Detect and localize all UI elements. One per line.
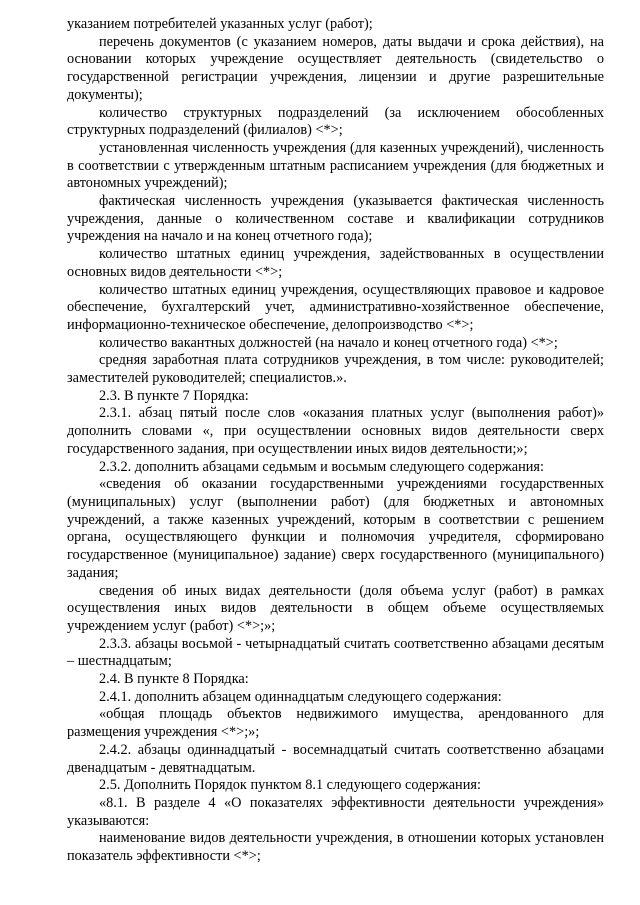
paragraph-vacancies: количество вакантных должностей (на начало и конец отчетного года) <*>; [99, 334, 558, 351]
document-page [67, 16, 604, 866]
paragraph-staff-support: количество штатных единиц учреждения, осуществляющих правовое и кадровое обеспечение, бухгалтерский учет, административно-хозяйственное обеспечение, информационно-техническое обеспечение, делопроизводство <*>; [67, 281, 604, 333]
paragraph-section-2-4-2: 2.4.2. абзацы одиннадцатый - восемнадцатый считать соответственно абзацами двенадцатым - девятнадцатым. [67, 741, 604, 776]
paragraph-quote-state-services: «сведения об оказании государственными учреждениями государственных (муниципальных) услуг (выполнении работ) (для бюджетных и автономных учреждений, а также казенных учреждений, которым в соответствии с решением органа, осуществляющего функции и полномочия учредителя, сформировано государственное (муниципальное) задание) сверх государственного (муниципального) задания; [67, 476, 604, 581]
paragraph-other-activities: сведения об иных видах деятельности (доля объема услуг (работ) в рамках осуществления иных видов деятельности в общем объеме осуществляемых учреждением услуг (работ) <*>;»; [67, 582, 604, 634]
paragraph-consumers: указанием потребителей указанных услуг (работ); [67, 16, 373, 32]
paragraph-staff-main-activity: количество штатных единиц учреждения, задействованных в осуществлении основных видов деятельности <*>; [67, 246, 604, 280]
paragraph-actual-staff: фактическая численность учреждения (указывается фактическая численность учреждения, данные о количественном составе и квалификации сотрудников учреждения на начало и на конец отчетного года); [67, 193, 604, 245]
paragraph-structural-units: количество структурных подразделений (за исключением обособленных структурных подразделений (филиалов) <*>; [67, 104, 604, 139]
paragraph-section-2-5: 2.5. Дополнить Порядок пунктом 8.1 следующего содержания: [99, 777, 481, 794]
paragraph-activity-names: наименование видов деятельности учреждения, в отношении которых установлен показатель эффективности <*>; [67, 830, 604, 865]
paragraph-section-2-3-1: 2.3.1. абзац пятый после слов «оказания платных услуг (выполнения работ)» дополнить словами «, при осуществлении основных видов деятельности сверх государственного задания, при осуществлении иных видов деятельности;»; [67, 405, 604, 457]
paragraph-quote-leased-area: «общая площадь объектов недвижимого имущества, арендованного для размещения учреждения <*>;»; [67, 706, 604, 741]
paragraph-average-salary: средняя заработная плата сотрудников учреждения, в том числе: руководителей; заместителей руководителей; специалистов.». [67, 352, 604, 387]
paragraph-section-2-3: 2.3. В пункте 7 Порядка: [99, 387, 249, 404]
paragraph-section-2-3-3: 2.3.3. абзацы восьмой - четырнадцатый считать соответственно абзацами десятым – шестнадцатым; [67, 635, 604, 670]
paragraph-section-2-3-2: 2.3.2. дополнить абзацами седьмым и восьмым следующего содержания: [99, 458, 544, 475]
paragraph-quote-8-1: «8.1. В разделе 4 «О показателях эффективности деятельности учреждения» указываются: [67, 794, 604, 829]
paragraph-established-staff: установленная численность учреждения (для казенных учреждений), численность в соответствии с утвержденным штатным расписанием учреждения (для бюджетных и автономных учреждений); [67, 139, 604, 192]
paragraph-documents-list: перечень документов (с указанием номеров, даты выдачи и срока действия), на основании которых учреждение осуществляет деятельность (свидетельство о государственной регистрации учреждения, лицензии и другие разрешительные документы); [67, 33, 604, 103]
paragraph-section-2-4: 2.4. В пункте 8 Порядка: [99, 671, 249, 688]
paragraph-section-2-4-1: 2.4.1. дополнить абзацем одиннадцатым следующего содержания: [99, 688, 502, 705]
